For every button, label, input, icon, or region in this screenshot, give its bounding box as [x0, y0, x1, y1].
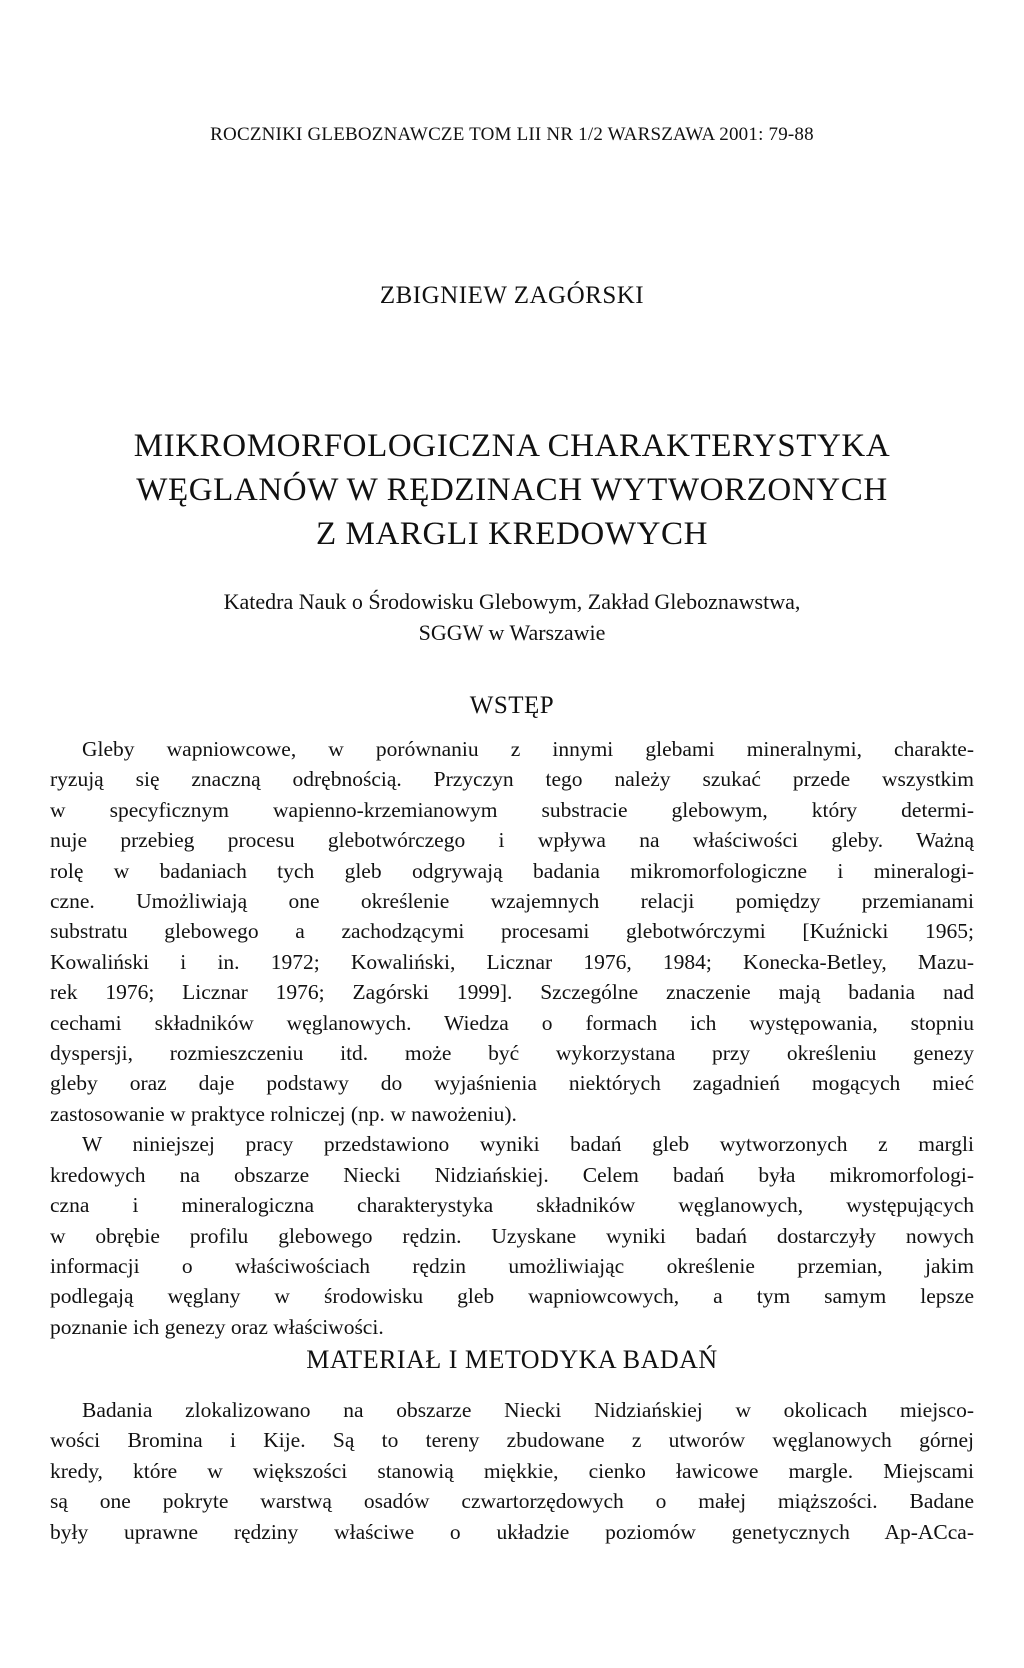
text-line: w specyficznym wapienno-krzemianowym substracie glebowym, który determi-: [50, 797, 974, 822]
title-line: MIKROMORFOLOGICZNA CHARAKTERYSTYKA: [133, 428, 891, 464]
text-line: cechami składników węglanowych. Wiedza o formach ich występowania, stopniu: [50, 1010, 974, 1035]
text-line: w obrębie profilu glebowego rędzin. Uzyskane wyniki badań dostarczyły nowych: [50, 1223, 974, 1248]
section-heading-introduction: WSTĘP: [469, 692, 555, 719]
title-line: WĘGLANÓW W RĘDZINACH WYTWORZONYCH: [136, 472, 888, 508]
text-line: są one pokryte warstwą osadów czwartorzędowych o małej miąższości. Badane: [50, 1489, 974, 1514]
affiliation: [0, 586, 1024, 648]
section-body-introduction: [50, 734, 974, 1342]
text-line: kredy, które w większości stanowią miękkie, cienko ławicowe margle. Miejscami: [50, 1458, 974, 1483]
section-heading-materials-methods: MATERIAŁ I METODYKA BADAŃ: [306, 1345, 718, 1374]
text-line: Badania zlokalizowano na obszarze Niecki Nidziańskiej w okolicach miejsco-: [82, 1398, 974, 1422]
text-line: Gleby wapniowcowe, w porównaniu z innymi glebami mineralnymi, charakte-: [82, 737, 974, 761]
paper-title: [50, 424, 974, 556]
text-line: W niniejszej pracy przedstawiono wyniki badań gleb wytworzonych z margli: [82, 1132, 974, 1157]
text-line: Kowaliński i in. 1972; Kowaliński, Licznar 1976, 1984; Konecka-Betley, Mazu-: [50, 949, 974, 974]
text-line: były uprawne rędziny właściwe o układzie poziomów genetycznych Ap-ACca-: [50, 1519, 974, 1544]
text-line: dyspersji, rozmieszczeniu itd. może być wykorzystana przy określeniu genezy: [50, 1041, 974, 1066]
text-line: gleby oraz daje podstawy do wyjaśnienia niektórych zagadnień mogących mieć: [50, 1071, 974, 1096]
affiliation-line: Katedra Nauk o Środowisku Glebowym, Zakład Gleboznawstwa,: [223, 589, 801, 614]
paragraph: [50, 1395, 974, 1547]
section-body-materials-methods: [50, 1395, 974, 1547]
journal-header: ROCZNIKI GLEBOZNAWCZE TOM LII NR 1/2 WARSZAWA 2001: 79-88: [210, 124, 814, 145]
text-line: informacji o właściwościach rędzin umożliwiając określenie przemian, jakim: [50, 1253, 974, 1278]
text-line: substratu glebowego a zachodzącymi procesami glebotwórczymi [Kuźnicki 1965;: [50, 919, 974, 944]
title-line: Z MARGLI KREDOWYCH: [315, 516, 709, 552]
text-line: kredowych na obszarze Niecki Nidziańskiej. Celem badań była mikromorfologi-: [50, 1162, 974, 1187]
affiliation-line: SGGW w Warszawie: [418, 620, 606, 645]
paragraph: [50, 734, 974, 1129]
text-line: rolę w badaniach tych gleb odgrywają badania mikromorfologiczne i mineralogi-: [50, 858, 974, 883]
text-line: rek 1976; Licznar 1976; Zagórski 1999]. Szczególne znaczenie mają badania nad: [50, 980, 974, 1005]
paragraph: [50, 1129, 974, 1342]
text-line: podlegają węglany w środowisku gleb wapniowcowych, a tym samym lepsze: [50, 1284, 974, 1309]
text-line: czna i mineralogiczna charakterystyka składników węglanowych, występujących: [50, 1193, 974, 1218]
text-line: wości Bromina i Kije. Są to tereny zbudowane z utworów węglanowych górnej: [50, 1428, 974, 1453]
text-line: nuje przebieg procesu glebotwórczego i wpływa na właściwości gleby. Ważną: [50, 828, 974, 853]
text-line: ryzują się znaczną odrębnością. Przyczyn tego należy szukać przede wszystkim: [50, 767, 974, 792]
text-line: zastosowanie w praktyce rolniczej (np. w nawożeniu).: [50, 1101, 517, 1126]
text-line: czne. Umożliwiają one określenie wzajemnych relacji pomiędzy przemianami: [50, 889, 974, 914]
text-line: poznanie ich genezy oraz właściwości.: [50, 1314, 384, 1339]
author-name: ZBIGNIEW ZAGÓRSKI: [379, 282, 645, 309]
